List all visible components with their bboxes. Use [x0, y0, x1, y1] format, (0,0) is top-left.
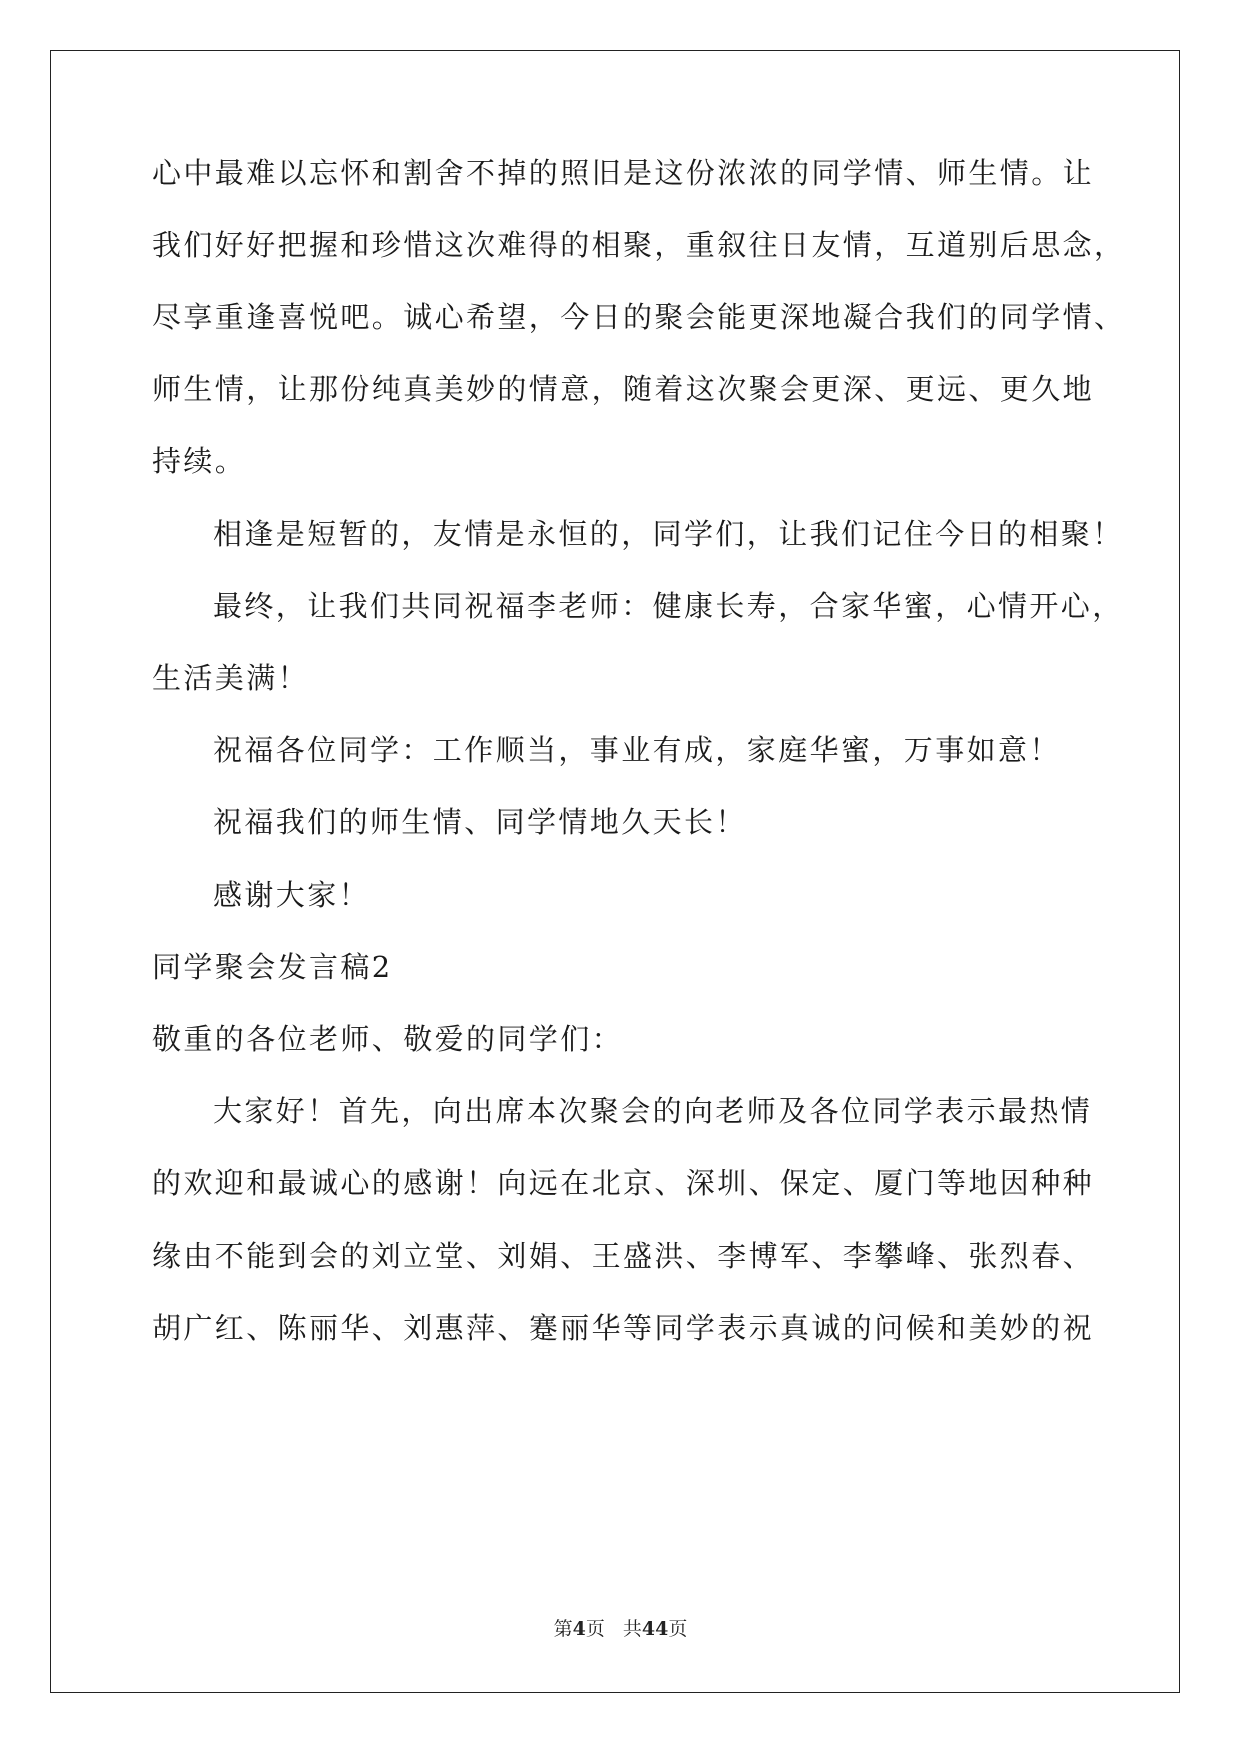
body-line: 祝福我们的师生情、同学情地久天长！: [213, 805, 747, 839]
page-current: 4: [572, 1618, 586, 1640]
section-heading: 同学聚会发言稿2: [152, 950, 393, 984]
page-total: 44: [641, 1618, 669, 1640]
body-line: 胡广红、陈丽华、刘惠萍、蹇丽华等同学表示真诚的问候和美妙的祝: [152, 1311, 1095, 1345]
total-prefix: 共: [622, 1618, 642, 1640]
body-line: 师生情，让那份纯真美妙的情意，随着这次聚会更深、更远、更久地: [152, 372, 1095, 406]
page-footer: [0, 1617, 1241, 1641]
body-line: 的欢迎和最诚心的感谢！向远在北京、深圳、保定、厦门等地因种种: [152, 1166, 1095, 1200]
body-line: 生活美满！: [152, 661, 310, 695]
page-prefix: 第: [553, 1618, 573, 1640]
page-unit: 页: [585, 1618, 605, 1640]
body-line: 心中最难以忘怀和割舍不掉的照旧是这份浓浓的同学情、师生情。让: [152, 156, 1095, 190]
body-line: 祝福各位同学：工作顺当，事业有成，家庭华蜜，万事如意！: [213, 733, 1061, 767]
body-line: 持续。: [152, 444, 247, 478]
body-line: 尽享重逢喜悦吧。诚心希望，今日的聚会能更深地凝合我们的同学情、: [152, 300, 1126, 334]
page-border: [50, 50, 1180, 1693]
body-line: 相逢是短暂的，友情是永恒的，同学们，让我们记住今日的相聚！: [213, 517, 1124, 551]
body-line: 我们好好把握和珍惜这次难得的相聚，重叙往日友情，互道别后思念，: [152, 228, 1126, 262]
body-line: 感谢大家！: [213, 878, 371, 912]
body-line: 缘由不能到会的刘立堂、刘娟、王盛洪、李博军、李攀峰、张烈春、: [152, 1239, 1095, 1273]
salutation: 敬重的各位老师、敬爱的同学们：: [152, 1022, 624, 1056]
body-line: 大家好！首先，向出席本次聚会的向老师及各位同学表示最热情: [213, 1094, 1093, 1128]
total-unit: 页: [668, 1618, 688, 1640]
body-line: 最终，让我们共同祝福李老师：健康长寿，合家华蜜，心情开心，: [213, 589, 1124, 623]
